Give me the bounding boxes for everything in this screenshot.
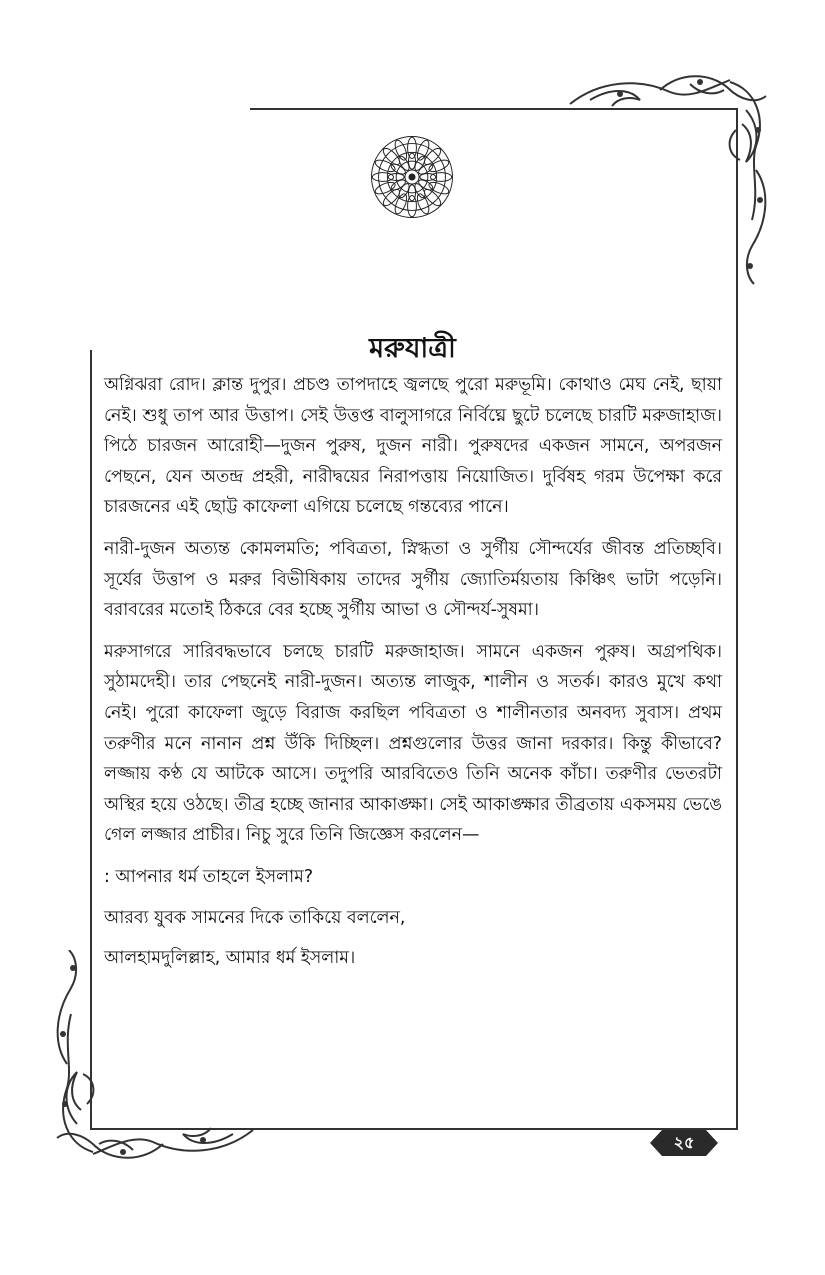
- dialogue-answer: আলহামদুলিল্লাহ, আমার ধর্ম ইসলাম।: [104, 948, 356, 969]
- paragraph-1: অগ্নিঝরা রোদ। ক্লান্ত দুপুর। প্রচণ্ড তাপদাহে জ্বলছে পুরো মরুভূমি। কোথাও মেঘ নেই, ছায়া নেই। শুধু তাপ আর উত্তাপ। সেই উত্তপ্ত বালুসাগরে নির্বিঘ্নে ছুটে চলেছে চারটি মরুজাহাজ। পিঠে চারজন আরোহী—দুজন পুরুষ, দুজন নারী। পুরুষদের একজন সামনে, অপরজন পেছনে, যেন অতন্দ্র প্রহরী, নারীদ্বয়ের নিরাপত্তায় নিয়োজিত। দুর্বিষহ গরম উপেক্ষা করে চারজনের এই ছোট্ট কাফেলা এগিয়ে চলেছে গন্তব্যের পানে।: [104, 375, 722, 518]
- dialogue-narration: আরব্য যুবক সামনের দিকে তাকিয়ে বললেন,: [104, 907, 406, 928]
- mandala-ornament-icon: [368, 133, 456, 221]
- chapter-title: মরুযাত্রী: [369, 333, 456, 364]
- corner-flourish-top-right: [560, 70, 775, 290]
- page-number: ২৫: [673, 1133, 695, 1152]
- paragraph-2: নারী-দুজন অত্যন্ত কোমলমতি; পবিত্রতা, স্নিগ্ধতা ও সুর্গীয় সৌন্দর্যের জীবন্ত প্রতিচ্ছবি। সূর্যের উত্তাপ ও মরুর বিভীষিকায় তাদের সুর্গীয় জ্যোতির্ময়তায় কিঞ্চিৎ ভাটা পড়েনি। বরাবরের মতোই ঠিকরে বের হচ্ছে সুর্গীয় আভা ও সৌন্দর্য-সুষমা।: [104, 538, 722, 621]
- chapter-body: [104, 370, 722, 984]
- paragraph-3: মরুসাগরে সারিবদ্ধভাবে চলছে চারটি মরুজাহাজ। সামনে একজন পুরুষ। অগ্রপথিক। সুঠামদেহী। তার পেছনেই নারী-দুজন। অত্যন্ত লাজুক, শালীন ও সতর্ক। কারও মুখে কথা নেই। পুরো কাফেলা জুড়ে বিরাজ করছিল পবিত্রতা ও শালীনতার অনবদ্য সুবাস। প্রথম তরুণীর মনে নানান প্রশ্ন উঁকি দিচ্ছিল। প্রশ্নগুলোর উত্তর জানা দরকার। কিন্তু কীভাবে? লজ্জায় কণ্ঠ যে আটকে আসে। তদুপরি আরবিতেও তিনি অনেক কাঁচা। তরুণীর ভেতরটা অস্থির হয়ে ওঠছে। তীব্র হচ্ছে জানার আকাঙ্ক্ষা। সেই আকাঙ্ক্ষার তীব্রতায় একসময় ভেঙে গেল লজ্জার প্রাচীর। নিচু সুরে তিনি জিজ্ঞেস করলেন—: [104, 641, 722, 846]
- dialogue-question: : আপনার ধর্ম তাহলে ইসলাম?: [104, 866, 314, 887]
